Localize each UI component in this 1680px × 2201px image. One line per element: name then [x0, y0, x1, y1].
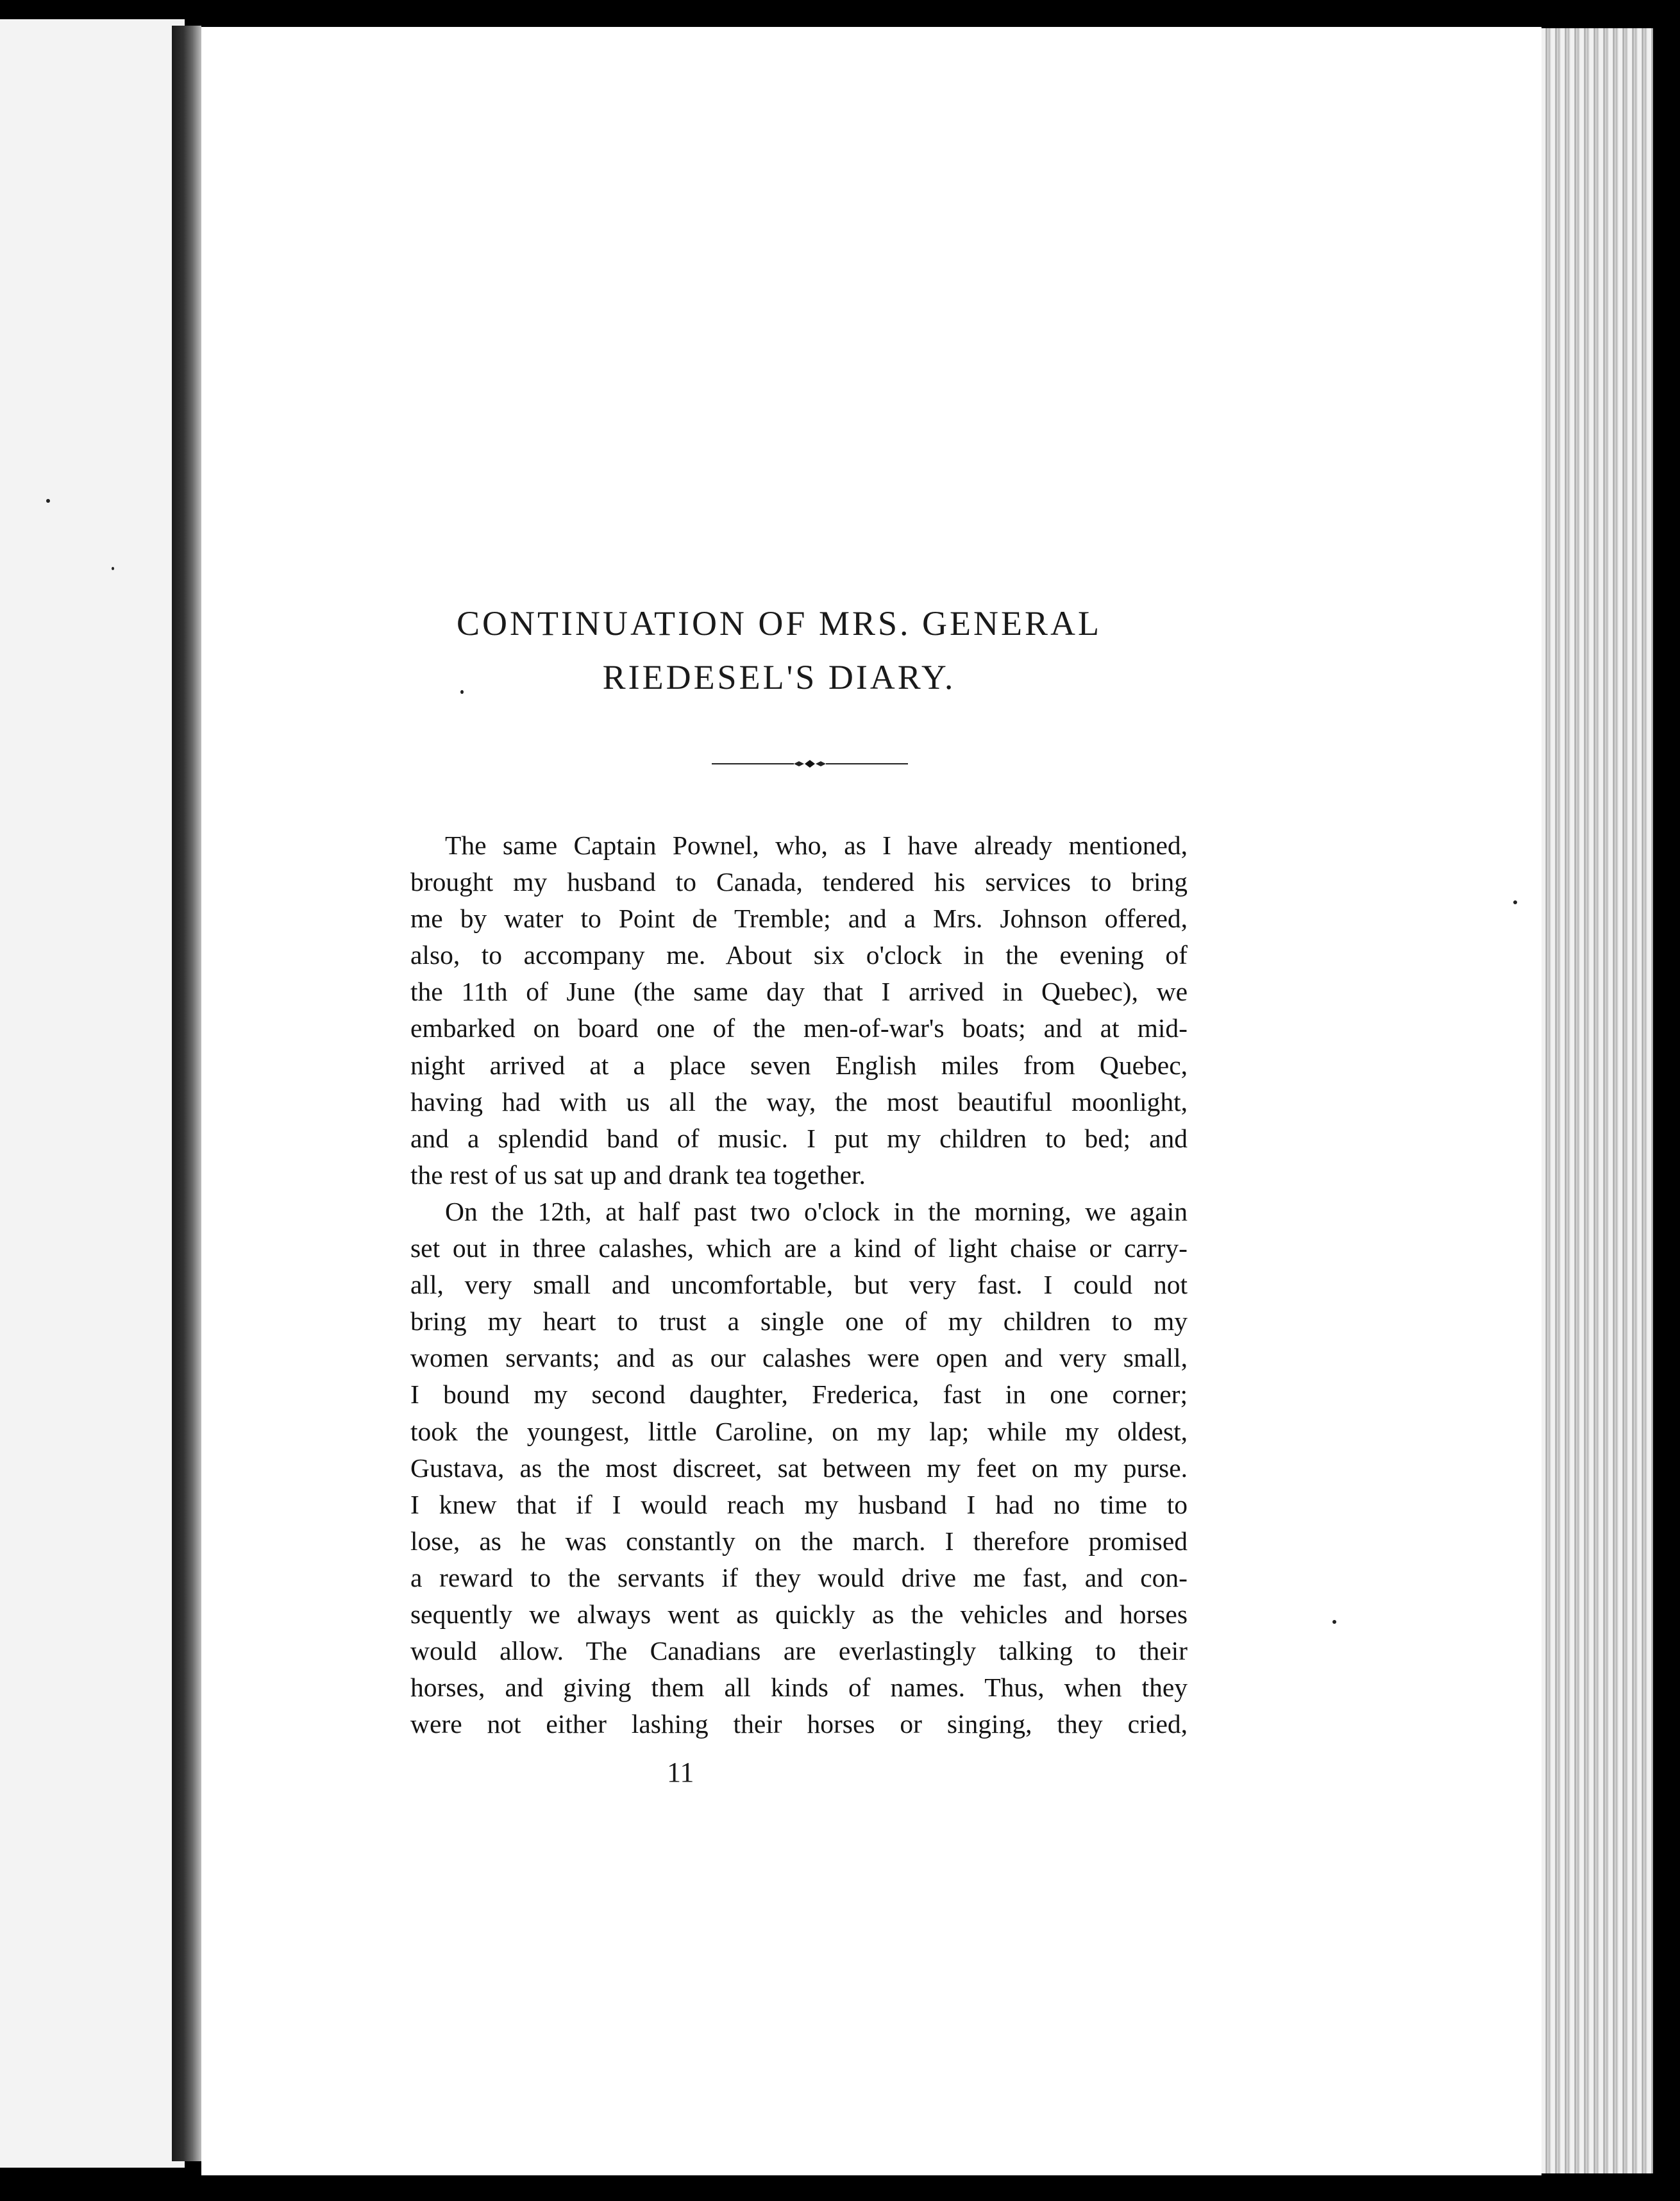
- text-line: set out in three calashes, which are a kind of light chaise or carry-: [410, 1233, 1188, 1263]
- binding-shadow: [172, 26, 201, 2161]
- page-edge-stack: [1541, 28, 1654, 2173]
- scan-speck: [460, 690, 464, 694]
- right-scan-edge: [1653, 24, 1680, 2179]
- text-line: having had with us all the way, the most beautiful moonlight,: [410, 1086, 1188, 1117]
- chapter-title: [385, 596, 1173, 704]
- text-line: bring my heart to trust a single one of my children to my: [410, 1306, 1188, 1337]
- text-line: took the youngest, little Caroline, on my lap; while my oldest,: [410, 1416, 1188, 1446]
- text-line: I bound my second daughter, Frederica, fast in one corner;: [410, 1379, 1188, 1410]
- scan-speck: [112, 567, 114, 570]
- text-line: lose, as he was constantly on the march. I therefore promised: [410, 1526, 1188, 1556]
- text-line: me by water to Point de Tremble; and a Mrs. Johnson offered,: [410, 904, 1188, 934]
- scan-speck: [1513, 900, 1517, 904]
- chapter-title-line-2: RIEDESEL'S DIARY.: [602, 658, 956, 696]
- text-line: I knew that if I would reach my husband I had no time to: [410, 1489, 1188, 1519]
- text-line: also, to accompany me. About six o'clock in the evening of: [410, 940, 1188, 970]
- text-line: sequently we always went as quickly as the vehicles and horses: [410, 1599, 1188, 1629]
- text-line: were not either lashing their horses or singing, they cried,: [410, 1709, 1188, 1739]
- text-line: On the 12th, at half past two o'clock in the morning, we again: [445, 1196, 1188, 1226]
- text-line: the 11th of June (the same day that I arrived in Quebec), we: [410, 977, 1188, 1007]
- chapter-title-line-1: CONTINUATION OF MRS. GENERAL: [456, 604, 1102, 643]
- text-line: horses, and giving them all kinds of names. Thus, when they: [410, 1673, 1188, 1703]
- page-number: 11: [667, 1757, 694, 1788]
- text-line: embarked on board one of the men-of-war's boats; and at mid-: [410, 1013, 1188, 1043]
- text-line: all, very small and uncomfortable, but very fast. I could not: [410, 1270, 1188, 1300]
- scan-speck: [46, 499, 50, 503]
- text-line: Gustava, as the most discreet, sat between my feet on my purse.: [410, 1453, 1188, 1483]
- text-line: and a splendid band of music. I put my children to bed; and: [410, 1123, 1188, 1153]
- title-ornament-divider: [712, 759, 908, 768]
- text-line: would allow. The Canadians are everlastingly talking to their: [410, 1636, 1188, 1666]
- text-line: a reward to the servants if they would drive me fast, and con-: [410, 1562, 1188, 1592]
- scan-speck: [1332, 1620, 1336, 1624]
- left-page-margin: [0, 19, 185, 2168]
- text-line: The same Captain Pownel, who, as I have already mentioned,: [445, 831, 1188, 860]
- text-line: brought my husband to Canada, tendered his services to bring: [410, 867, 1188, 897]
- text-line: women servants; and as our calashes were open and very small,: [410, 1343, 1188, 1373]
- diary-body-text: [410, 827, 1188, 1742]
- text-line: the rest of us sat up and drank tea together.: [410, 1160, 866, 1190]
- text-line: night arrived at a place seven English miles from Quebec,: [410, 1050, 1188, 1080]
